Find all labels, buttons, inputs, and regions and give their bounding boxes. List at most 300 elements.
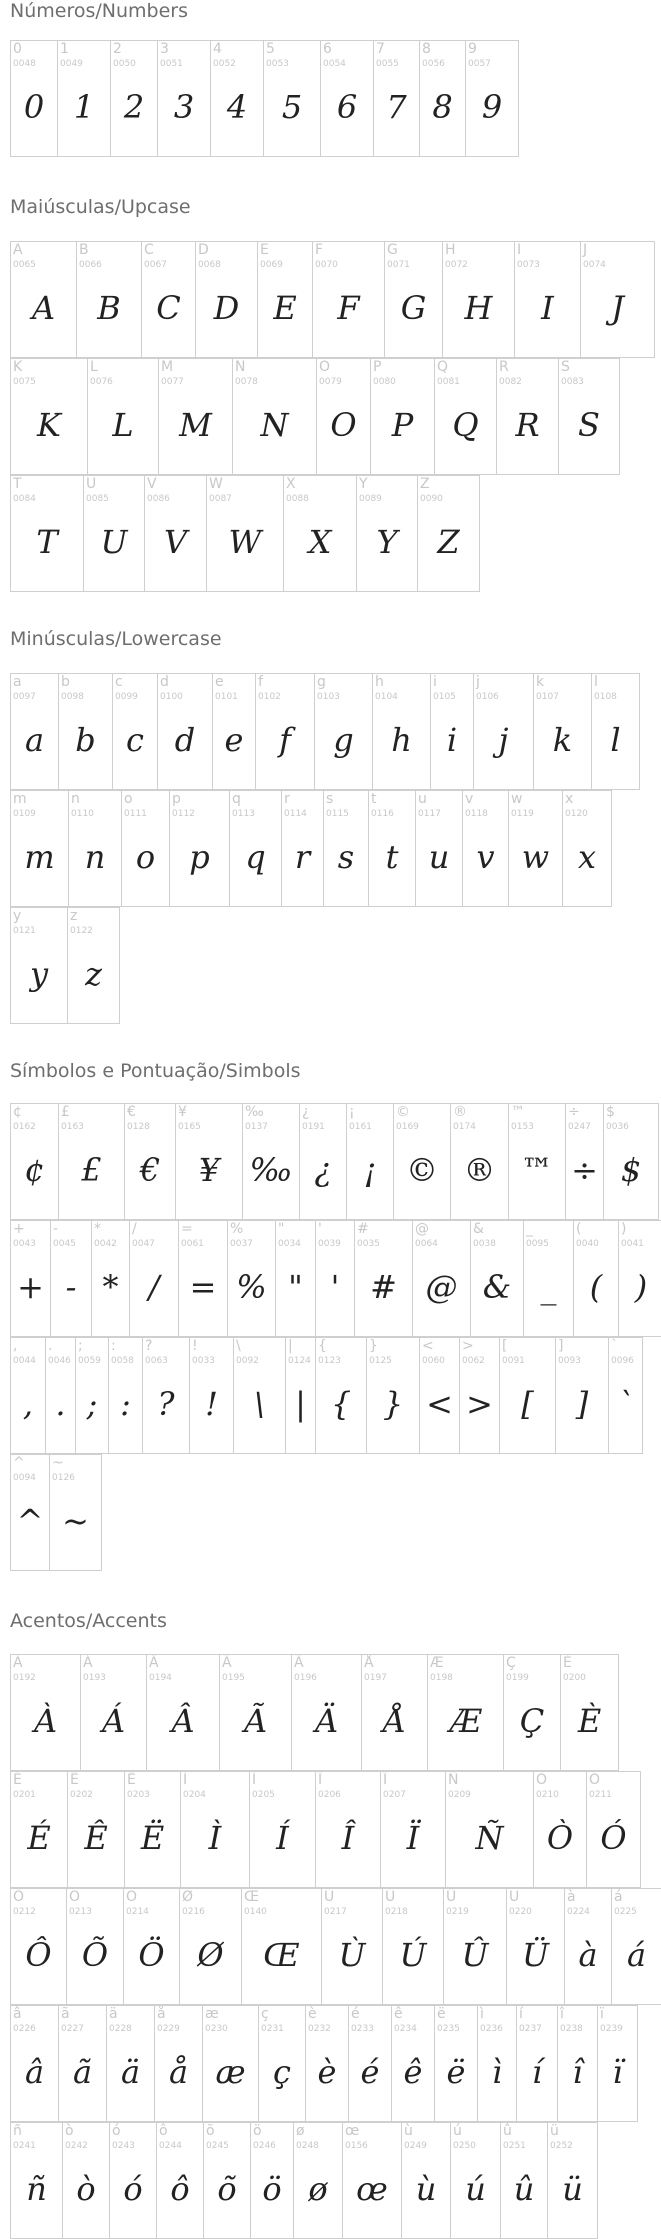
glyph-label: 5: [266, 41, 275, 57]
glyph-code: 0060: [422, 1356, 445, 1366]
glyph-sample: B: [97, 289, 121, 327]
glyph-code: 0107: [536, 692, 559, 702]
glyph-sample: b: [75, 721, 96, 759]
glyph-sample: L: [112, 406, 134, 444]
glyph-cell: [75, 1337, 109, 1454]
glyph-code: 0125: [369, 1356, 392, 1366]
glyph-label: Û: [446, 1889, 457, 1905]
glyph-cell: [67, 907, 120, 1024]
glyph-label: û: [503, 2123, 512, 2139]
glyph-code: 0050: [113, 59, 136, 69]
glyph-label: 0: [13, 41, 22, 57]
glyph-cell: [10, 790, 69, 907]
glyph-label: ): [621, 1221, 627, 1237]
glyph-sample: è: [317, 2053, 337, 2091]
glyph-label: F: [315, 242, 324, 258]
glyph-label: ~: [52, 1455, 64, 1471]
glyph-sample: ^: [16, 1502, 44, 1540]
glyph-cell: [597, 2005, 638, 2122]
glyph-label: s: [326, 791, 334, 807]
glyph-code: 0232: [308, 2024, 331, 2034]
glyph-cell: [146, 1654, 220, 1771]
glyph-code: 0191: [302, 1122, 325, 1132]
glyph-code: 0219: [446, 1907, 469, 1917]
glyph-code: 0128: [127, 1122, 150, 1132]
glyph-label: `: [611, 1338, 618, 1354]
glyph-cell: [465, 40, 519, 157]
glyph-label: J: [583, 242, 588, 258]
glyph-code: 0108: [594, 692, 617, 702]
glyph-label: 9: [468, 41, 477, 57]
glyph-code: 0080: [373, 377, 396, 387]
glyph-code: 0224: [567, 1907, 590, 1917]
glyph-sample: $: [620, 1151, 642, 1189]
glyph-sample: j: [498, 721, 509, 759]
glyph-cell: [434, 358, 497, 475]
glyph-code: 0120: [565, 809, 588, 819]
glyph-label: É: [13, 1772, 22, 1788]
glyph-code: 0153: [511, 1122, 534, 1132]
glyph-label: :: [111, 1338, 116, 1354]
glyph-code: 0195: [222, 1673, 245, 1683]
glyph-sample: |: [295, 1385, 306, 1423]
glyph-sample: å: [168, 2053, 189, 2091]
glyph-label: Ö: [126, 1889, 138, 1905]
glyph-sample: ‰: [249, 1151, 293, 1189]
glyph-code: 0088: [286, 494, 309, 504]
glyph-sample: 3: [173, 88, 195, 126]
glyph-sample: î: [572, 2053, 583, 2091]
glyph-cell: [203, 2122, 251, 2239]
glyph-cell: [516, 2005, 558, 2122]
glyph-sample: 4: [226, 88, 248, 126]
glyph-cell: [10, 475, 84, 592]
glyph-cell: [401, 2122, 451, 2239]
glyph-code: 0076: [90, 377, 113, 387]
glyph-cell: [189, 1337, 234, 1454]
glyph-label: *: [94, 1221, 101, 1237]
glyph-code: 0203: [127, 1790, 150, 1800]
glyph-cell: [80, 1654, 147, 1771]
glyph-cell: [157, 40, 211, 157]
glyph-sample: x: [577, 838, 597, 876]
glyph-label: Ô: [13, 1889, 25, 1905]
glyph-sample: û: [513, 2170, 535, 2208]
glyph-cell: [180, 1771, 250, 1888]
glyph-code: 0047: [132, 1239, 155, 1249]
glyph-code: 0042: [94, 1239, 117, 1249]
glyph-cell: [58, 2005, 107, 2122]
glyph-cell: [10, 40, 58, 157]
glyph-label: _: [526, 1221, 533, 1237]
glyph-label: ,: [13, 1338, 18, 1354]
glyph-sample: Ò: [546, 1819, 574, 1857]
glyph-label: $: [606, 1104, 615, 1120]
glyph-code: 0111: [124, 809, 147, 819]
glyph-cell: [58, 673, 113, 790]
glyph-sample: ~: [62, 1502, 89, 1540]
glyph-code: 0055: [376, 59, 399, 69]
glyph-cell: [320, 40, 374, 157]
glyph-code: 0249: [404, 2141, 427, 2151]
glyph-code: 0075: [13, 377, 36, 387]
glyph-label: Ç: [506, 1655, 516, 1671]
glyph-sample: h: [391, 721, 412, 759]
glyph-label: ö: [253, 2123, 262, 2139]
glyph-cell: [112, 673, 158, 790]
glyph-cell: [506, 1888, 565, 2005]
glyph-cell: [315, 1220, 355, 1337]
glyph-code: 0220: [509, 1907, 532, 1917]
glyph-label: w: [511, 791, 523, 807]
glyph-cell: [442, 241, 515, 358]
glyph-label: I: [517, 242, 522, 258]
glyph-cell: [124, 1771, 181, 1888]
glyph-cell: [608, 1337, 643, 1454]
glyph-code: 0117: [418, 809, 441, 819]
glyph-sample: m: [24, 838, 55, 876]
glyph-sample: ú: [465, 2170, 486, 2208]
glyph-label: ": [278, 1221, 285, 1237]
glyph-code: 0228: [109, 2024, 132, 2034]
glyph-label: e: [215, 674, 224, 690]
glyph-cell: [109, 2122, 157, 2239]
glyph-sample: Ù: [338, 1936, 366, 1974]
glyph-cell: [361, 1654, 428, 1771]
glyph-sample: A: [31, 289, 56, 327]
glyph-label: â: [13, 2006, 22, 2022]
glyph-sample: Z: [437, 523, 460, 561]
glyph-cell: [459, 1337, 500, 1454]
glyph-cell: [241, 1888, 322, 2005]
glyph-code: 0056: [422, 59, 445, 69]
glyph-code: 0037: [230, 1239, 253, 1249]
glyph-cell: [382, 1888, 444, 2005]
glyph-cell: [232, 358, 317, 475]
glyph-sample: 2: [123, 88, 145, 126]
glyph-sample: Ä: [314, 1702, 339, 1740]
glyph-code: 0118: [465, 809, 488, 819]
glyph-code: 0229: [157, 2024, 180, 2034]
glyph-sample: â: [24, 2053, 45, 2091]
glyph-code: 0057: [468, 59, 491, 69]
glyph-cell: [108, 1337, 143, 1454]
glyph-cell: [547, 2122, 598, 2239]
glyph-label: p: [172, 791, 181, 807]
glyph-label: &: [473, 1221, 484, 1237]
glyph-cell: [514, 241, 581, 358]
glyph-sample: á: [626, 1936, 647, 1974]
glyph-label: u: [418, 791, 427, 807]
glyph-label: Â: [149, 1655, 159, 1671]
glyph-cell: [66, 1888, 124, 2005]
glyph-label: C: [144, 242, 154, 258]
glyph-code: 0218: [385, 1907, 408, 1917]
glyph-cell: [370, 358, 435, 475]
glyph-label: 1: [60, 41, 69, 57]
glyph-code: 0063: [145, 1356, 168, 1366]
glyph-sample: Q: [452, 406, 479, 444]
glyph-sample: \: [254, 1385, 265, 1423]
glyph-sample: ¡: [363, 1151, 377, 1189]
glyph-label: =: [181, 1221, 193, 1237]
glyph-label: Ü: [509, 1889, 520, 1905]
glyph-sample: ": [288, 1268, 303, 1306]
glyph-cell: [281, 790, 324, 907]
glyph-label: Í: [252, 1772, 257, 1788]
glyph-code: 0072: [445, 260, 468, 270]
glyph-sample: É: [27, 1819, 51, 1857]
glyph-cell: [443, 1888, 507, 2005]
glyph-cell: [305, 2005, 349, 2122]
glyph-label: v: [465, 791, 474, 807]
glyph-code: 0174: [453, 1122, 476, 1132]
glyph-cell: [195, 241, 258, 358]
glyph-cell: [210, 40, 264, 157]
glyph-label: -: [53, 1221, 59, 1237]
glyph-cell: [10, 1888, 67, 2005]
glyph-cell: [212, 673, 256, 790]
glyph-cell: [57, 40, 111, 157]
glyph-code: 0119: [511, 809, 534, 819]
glyph-label: +: [13, 1221, 25, 1237]
glyph-cell: [67, 1771, 125, 1888]
glyph-cell: [473, 673, 534, 790]
glyph-sample: E: [273, 289, 297, 327]
glyph-code: 0051: [160, 59, 183, 69]
glyph-label: Ò: [536, 1772, 548, 1788]
glyph-label: õ: [206, 2123, 215, 2139]
glyph-sample: s: [337, 838, 355, 876]
glyph-sample: =: [189, 1268, 217, 1306]
glyph-sample: G: [400, 289, 427, 327]
glyph-label: c: [115, 674, 123, 690]
glyph-sample: Ë: [140, 1819, 165, 1857]
glyph-sample: #: [370, 1268, 397, 1306]
glyph-label: Ä: [294, 1655, 304, 1671]
glyph-cell: [10, 1337, 46, 1454]
glyph-code: 0094: [13, 1473, 36, 1483]
glyph-cell: [10, 1654, 81, 1771]
glyph-label: à: [567, 1889, 576, 1905]
glyph-sample: Ó: [600, 1819, 627, 1857]
glyph-code: 0100: [160, 692, 183, 702]
glyph-label: ã: [61, 2006, 70, 2022]
glyph-label: m: [13, 791, 27, 807]
glyph-label: ^: [13, 1455, 25, 1471]
glyph-label: ¡: [349, 1104, 355, 1120]
glyph-cell: [368, 790, 416, 907]
glyph-label: Á: [83, 1655, 93, 1671]
glyph-sample: 7: [386, 88, 407, 126]
glyph-cell: [419, 40, 466, 157]
glyph-sample: æ: [215, 2053, 246, 2091]
glyph-label: 7: [376, 41, 385, 57]
glyph-code: 0250: [453, 2141, 476, 2151]
glyph-cell: [523, 1220, 574, 1337]
glyph-cell: [314, 673, 373, 790]
glyph-sample: M: [179, 406, 212, 444]
glyph-code: 0193: [83, 1673, 106, 1683]
glyph-label: U: [86, 476, 97, 492]
glyph-cell: [229, 790, 282, 907]
glyph-code: 0044: [13, 1356, 36, 1366]
section-title-symbols: Símbolos e Pontuação/Simbols: [10, 1060, 301, 1082]
glyph-label: 4: [213, 41, 222, 57]
glyph-label: í: [519, 2006, 523, 2022]
glyph-sample: 9: [481, 88, 503, 126]
glyph-cell: [560, 1654, 619, 1771]
glyph-code: 0046: [48, 1356, 71, 1366]
glyph-cell: [179, 1888, 242, 2005]
glyph-sample: ô: [170, 2170, 190, 2208]
glyph-label: D: [198, 242, 209, 258]
glyph-sample: D: [213, 289, 240, 327]
glyph-sample: z: [85, 955, 102, 993]
glyph-label: N: [235, 359, 246, 375]
glyph-sample: ç: [273, 2053, 291, 2091]
glyph-sample: ): [634, 1268, 648, 1306]
glyph-label: R: [499, 359, 509, 375]
glyph-sample: ê: [403, 2053, 423, 2091]
glyph-label: y: [13, 908, 22, 924]
glyph-cell: [293, 2122, 343, 2239]
glyph-label: |: [288, 1338, 293, 1354]
glyph-sample: R: [515, 406, 540, 444]
glyph-label: %: [230, 1221, 244, 1237]
glyph-sample: /: [148, 1268, 160, 1306]
glyph-sample: Û: [461, 1936, 489, 1974]
glyph-code: 0049: [60, 59, 83, 69]
glyph-code: 0083: [561, 377, 584, 387]
glyph-label: ç: [261, 2006, 269, 2022]
glyph-code: 0099: [115, 692, 138, 702]
glyph-sample: Ô: [25, 1936, 52, 1974]
glyph-cell: [68, 790, 122, 907]
glyph-label: î: [560, 2006, 564, 2022]
glyph-sample: Æ: [449, 1702, 482, 1740]
glyph-label: A: [13, 242, 23, 258]
glyph-sample: H: [464, 289, 493, 327]
glyph-code: 0113: [232, 809, 255, 819]
glyph-label: Å: [364, 1655, 374, 1671]
glyph-label: ù: [404, 2123, 413, 2139]
glyph-code: 0217: [324, 1907, 347, 1917]
glyph-code: 0106: [476, 692, 499, 702]
glyph-label: ì: [480, 2006, 484, 2022]
glyph-sample: q: [245, 838, 266, 876]
glyph-label: Õ: [69, 1889, 81, 1905]
glyph-code: 0033: [192, 1356, 215, 1366]
glyph-cell: [58, 1103, 125, 1220]
glyph-cell: [611, 1888, 661, 2005]
glyph-cell: [154, 2005, 203, 2122]
glyph-code: 0089: [359, 494, 382, 504]
glyph-code: 0116: [371, 809, 394, 819]
glyph-cell: [255, 673, 315, 790]
glyph-sample: V: [163, 523, 188, 561]
glyph-code: 0066: [79, 260, 102, 270]
glyph-cell: [315, 1337, 367, 1454]
glyph-code: 0214: [126, 1907, 149, 1917]
glyph-sample: N: [260, 406, 289, 444]
glyph-sample: 6: [336, 88, 358, 126]
glyph-cell: [233, 1337, 286, 1454]
glyph-sample: w: [521, 838, 550, 876]
glyph-cell: [477, 2005, 517, 2122]
glyph-label: .: [48, 1338, 53, 1354]
glyph-cell: [124, 1103, 176, 1220]
glyph-sample: 0: [23, 88, 45, 126]
glyph-code: 0140: [244, 1907, 267, 1917]
glyph-label: ò: [65, 2123, 74, 2139]
glyph-label: ô: [159, 2123, 168, 2139]
glyph-label: ;: [78, 1338, 83, 1354]
glyph-label: ó: [112, 2123, 121, 2139]
glyph-code: 0242: [65, 2141, 88, 2151]
glyph-cell: [10, 673, 59, 790]
glyph-label: h: [375, 674, 384, 690]
glyph-sample: W: [228, 523, 262, 561]
glyph-cell: [50, 1220, 92, 1337]
glyph-label: P: [373, 359, 382, 375]
glyph-label: T: [13, 476, 22, 492]
glyph-cell: [391, 2005, 435, 2122]
glyph-code: 0105: [433, 692, 456, 702]
glyph-sample: T: [36, 523, 58, 561]
glyph-cell: [206, 475, 284, 592]
glyph-cell: [419, 1337, 460, 1454]
glyph-label: Ê: [70, 1772, 79, 1788]
glyph-cell: [250, 2122, 294, 2239]
glyph-code: 0078: [235, 377, 258, 387]
glyph-cell: [562, 790, 612, 907]
glyph-sample: À: [33, 1702, 58, 1740]
glyph-label: È: [563, 1655, 572, 1671]
glyph-sample: ï: [612, 2053, 623, 2091]
glyph-cell: [178, 1220, 228, 1337]
glyph-sample: !: [205, 1385, 218, 1423]
glyph-code: 0234: [394, 2024, 417, 2034]
glyph-sample: S: [578, 406, 600, 444]
glyph-cell: [564, 1888, 612, 2005]
glyph-label: ¥: [178, 1104, 187, 1120]
glyph-code: 0209: [448, 1790, 471, 1800]
glyph-code: 0156: [345, 2141, 368, 2151]
glyph-cell: [10, 241, 77, 358]
glyph-cell: [257, 241, 313, 358]
glyph-sample: ?: [157, 1385, 175, 1423]
glyph-label: 6: [323, 41, 332, 57]
glyph-label: ©: [396, 1104, 410, 1120]
glyph-cell: [10, 2122, 63, 2239]
glyph-code: 0071: [387, 260, 410, 270]
glyph-code: 0052: [213, 59, 236, 69]
glyph-code: 0245: [206, 2141, 229, 2151]
glyph-label: ': [318, 1221, 322, 1237]
glyph-label: L: [90, 359, 98, 375]
glyph-label: Y: [359, 476, 368, 492]
glyph-code: 0201: [13, 1790, 36, 1800]
glyph-label: ÷: [568, 1104, 580, 1120]
glyph-sample: r: [294, 838, 311, 876]
glyph-cell: [462, 790, 509, 907]
glyph-label: 2: [113, 41, 122, 57]
glyph-label: ü: [550, 2123, 559, 2139]
glyph-code: 0077: [161, 377, 184, 387]
glyph-code: 0093: [558, 1356, 581, 1366]
glyph-cell: [315, 1771, 381, 1888]
